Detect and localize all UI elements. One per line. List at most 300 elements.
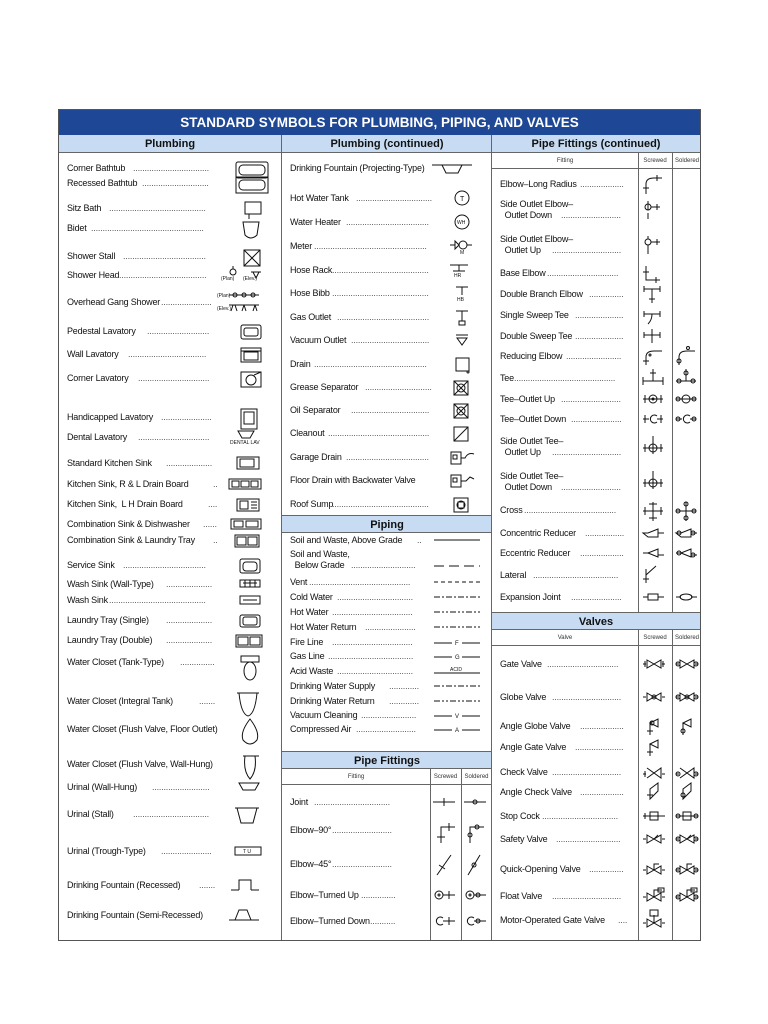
plumbing-item	[59, 535, 281, 549]
valve-item-leader-dots: ..............................	[552, 692, 622, 702]
plumbing-item	[59, 724, 281, 738]
sink-laundry-tray-symbol-wrap	[233, 534, 263, 551]
soldered-fitting-symbol	[464, 821, 488, 845]
plumbing-item	[59, 759, 281, 773]
pipe-fitting-continued-item	[492, 505, 700, 519]
svg-text:(Plan): (Plan)	[217, 293, 231, 299]
fountain-semi-recessed-symbol	[229, 908, 259, 922]
urinal-wall-symbol-wrap	[237, 782, 265, 795]
valves-subheader	[492, 630, 700, 646]
svg-text:T: T	[460, 196, 465, 203]
wall-lavatory-symbol-wrap	[239, 347, 265, 366]
plumbing-continued-item-leader-dots: .................................	[356, 193, 432, 203]
pipe-line-v	[434, 710, 480, 720]
floor-drain-backwater-symbol	[450, 473, 476, 489]
plumbing-continued-item-label: Cleanout	[290, 428, 325, 438]
plumbing-item	[59, 178, 281, 192]
plumbing-item-leader-dots: ...............................	[138, 373, 210, 383]
shower-stall-symbol	[239, 249, 265, 267]
svg-text:V: V	[455, 714, 460, 720]
corner-lavatory-symbol	[239, 371, 265, 389]
plumbing-continued-column	[281, 135, 492, 940]
sink-rl-drain-board-symbol	[229, 478, 263, 490]
piping-item-label: Hot Water Return	[290, 622, 357, 632]
valve-item-label: Motor-Operated Gate Valve	[500, 915, 605, 925]
plumbing-item-label: Drinking Fountain (Semi-Recessed)	[67, 910, 203, 920]
pipe-fitting-continued-item-label: Lateral	[500, 570, 527, 580]
plumbing-continued-item-label: Roof Sump	[290, 499, 334, 509]
water-closet-floor-symbol-wrap	[237, 718, 265, 751]
valve-item	[492, 767, 700, 781]
piping-item	[282, 666, 492, 680]
pipe-fitting-item-label: Joint	[290, 797, 309, 807]
plumbing-item	[59, 579, 281, 593]
piping-item-label: Drinking Water Return	[290, 696, 375, 706]
meter-symbol-wrap	[450, 239, 472, 258]
dental-lavatory-symbol-wrap	[230, 430, 264, 449]
plumbing-continued-item	[282, 217, 492, 231]
piping-item-label: Compressed Air	[290, 724, 352, 734]
screwed-fitting-symbol	[642, 285, 666, 305]
plumbing-item-leader-dots: ..........................................	[109, 203, 206, 213]
pipe-fitting-continued-item-label: Side Outlet Elbow– Outlet Up	[500, 234, 573, 255]
pipe-line-dash-dot-dot-wrap	[434, 696, 480, 709]
pipe-fitting-continued-item	[492, 179, 700, 193]
plumbing-item	[59, 251, 281, 265]
plumbing-item	[59, 270, 281, 284]
plumbing-item	[59, 203, 281, 217]
plumbing-item-leader-dots: ....................	[166, 615, 213, 625]
plumbing-continued-item-leader-dots: ..........................................	[332, 288, 429, 298]
plumbing-continued-item	[282, 359, 492, 373]
soldered-fitting-symbol-wrap	[675, 501, 699, 524]
drain-symbol	[453, 357, 471, 373]
svg-text:M: M	[460, 250, 465, 256]
svg-text:HR: HR	[454, 273, 462, 279]
water-closet-wall-symbol	[237, 755, 265, 781]
plumbing-continued-item-leader-dots: .............................	[365, 382, 432, 392]
pipe-line-dash-dot-dot-wrap	[434, 607, 480, 620]
screwed-fitting-symbol-wrap	[642, 434, 666, 459]
valve-item	[492, 864, 700, 878]
plumbing-item-label: Pedestal Lavatory	[67, 326, 136, 336]
laundry-tray-double-symbol	[235, 634, 265, 648]
svg-text:HB: HB	[457, 297, 464, 303]
valve-item-label: Safety Valve	[500, 834, 548, 844]
soldered-fitting-symbol-wrap	[675, 367, 699, 390]
pipe-fitting-continued-item-leader-dots: .....................	[575, 310, 624, 320]
plumbing-item-label: Combination Sink & Laundry Tray	[67, 535, 195, 545]
plumbing-continued-item-leader-dots: .................................................	[314, 359, 427, 369]
plumbing-item-leader-dots: ..........................................	[109, 595, 206, 605]
plumbing-item-leader-dots: .................................	[133, 809, 209, 819]
bidet-symbol-wrap	[237, 221, 265, 244]
piping-item	[282, 681, 492, 695]
pipe-line-dash-dot-wrap	[434, 681, 480, 694]
plumbing-continued-item-label: Hot Water Tank	[290, 193, 349, 203]
plumbing-item	[59, 635, 281, 649]
pipe-fitting-item-leader-dots: ...............	[361, 890, 396, 900]
plumbing-item	[59, 293, 281, 312]
wash-sink-symbol-wrap	[237, 595, 265, 608]
valve-item-label: Stop Cock	[500, 811, 540, 821]
grease-separator-symbol-wrap	[452, 380, 470, 399]
plumbing-item-leader-dots: ....................................	[123, 560, 206, 570]
sink-laundry-tray-symbol	[233, 534, 263, 548]
piping-item	[282, 637, 492, 651]
pipe-line-acid-wrap	[434, 666, 480, 679]
plumbing-continued-item	[282, 499, 492, 513]
pipe-line-solid	[434, 535, 480, 545]
water-closet-integral-symbol	[235, 692, 263, 718]
urinal-wall-symbol	[237, 782, 265, 792]
pipe-fitting-continued-item	[492, 436, 700, 457]
soldered-fitting-symbol-wrap	[675, 591, 699, 606]
hose-bibb-symbol-wrap	[453, 286, 471, 305]
urinal-trough-symbol-wrap	[233, 846, 263, 859]
pipe-fitting-continued-item	[492, 310, 700, 324]
piping-item-label: Soil and Waste, Above Grade	[290, 535, 403, 545]
oil-separator-symbol	[452, 403, 470, 419]
screwed-fitting-symbol-wrap	[642, 501, 666, 524]
screwed-valve-symbol	[642, 862, 666, 876]
plumbing-continued-item-leader-dots: ....................................	[346, 452, 429, 462]
plumbing-continued-item-label: Floor Drain with Backwater Valve	[290, 475, 416, 485]
soldered-valve-symbol	[675, 691, 699, 703]
plumbing-item	[59, 412, 281, 426]
pipe-line-dash-dot-dot-wrap	[434, 622, 480, 635]
fountain-projecting-symbol-wrap	[432, 163, 472, 178]
sink-rl-drain-board-symbol-wrap	[229, 478, 263, 493]
laundry-tray-single-symbol-wrap	[237, 614, 265, 631]
screwed-valve-symbol-wrap	[642, 658, 666, 673]
plumbing-item-leader-dots: ......................	[161, 297, 212, 307]
plumbing-item-label: Kitchen Sink, L H Drain Board	[67, 499, 183, 509]
pipe-line-dash-short-wrap	[434, 577, 480, 590]
piping-item-label: Drinking Water Supply	[290, 681, 376, 691]
piping-item	[282, 549, 492, 570]
soldered-col-label: Soldered	[674, 158, 700, 164]
soldered-valve-symbol-wrap	[675, 833, 699, 848]
plumbing-continued-item-label: Grease Separator	[290, 382, 359, 392]
plumbing-continued-item	[282, 428, 492, 442]
floor-drain-backwater-symbol-wrap	[450, 473, 476, 492]
pipe-fitting-continued-item-label: Tee	[500, 373, 514, 383]
valve-item-label: Float Valve	[500, 891, 543, 901]
soldered-fitting-symbol-wrap	[675, 547, 699, 562]
piping-item-leader-dots: ...................................	[332, 637, 413, 647]
plumbing-item-leader-dots: ....................	[166, 635, 213, 645]
soldered-fitting-symbol-wrap	[464, 851, 488, 880]
pipe-line-a	[434, 724, 480, 734]
roof-sump-symbol	[452, 497, 470, 513]
sitz-bath-symbol	[239, 201, 267, 219]
plumbing-item	[59, 809, 281, 823]
urinal-stall-symbol	[233, 807, 263, 825]
plumbing-item-leader-dots: ....................................	[123, 251, 206, 261]
valve-item	[492, 787, 700, 801]
svg-text:(Plan): (Plan)	[221, 276, 235, 282]
screwed-valve-symbol-wrap	[642, 887, 666, 906]
pipe-line-dash-wrap	[434, 561, 480, 574]
hose-rack-symbol	[450, 263, 468, 279]
screwed-fitting-symbol	[642, 565, 666, 585]
screwed-fitting-symbol	[642, 264, 666, 284]
plumbing-item-label: Overhead Gang Shower	[67, 297, 161, 307]
pipe-fitting-continued-item-label: Double Sweep Tee	[500, 331, 573, 341]
fountain-recessed-symbol	[231, 878, 261, 892]
pipe-line-g-wrap	[434, 651, 480, 664]
plumbing-item-label: Water Closet (Flush Valve, Wall-Hung)	[67, 759, 213, 769]
sink-dishwasher-symbol-wrap	[231, 518, 263, 533]
urinal-stall-symbol-wrap	[233, 807, 263, 828]
screwed-fitting-symbol-wrap	[642, 527, 666, 542]
plumbing-continued-item	[282, 241, 492, 255]
wall-lavatory-symbol	[239, 347, 265, 363]
plumbing-item-label: Kitchen Sink, R & L Drain Board	[67, 479, 189, 489]
plumbing-column	[59, 135, 281, 940]
plumbing-item	[59, 519, 281, 533]
pipe-fitting-continued-item-label: Side Outlet Elbow– Outlet Down	[500, 199, 573, 220]
pipe-fitting-continued-item	[492, 471, 700, 492]
pipe-fitting-item-leader-dots: .................................	[314, 797, 390, 807]
pipe-fitting-continued-item	[492, 289, 700, 303]
pipe-fitting-continued-item-leader-dots: ..........................	[561, 482, 621, 492]
piping-item	[282, 592, 492, 606]
pipe-fitting-item-label: Elbow–Turned Up	[290, 890, 359, 900]
water-closet-wall-symbol-wrap	[237, 755, 265, 784]
valve-item-label: Angle Check Valve	[500, 787, 572, 797]
pedestal-lavatory-symbol	[239, 324, 265, 340]
plumbing-continued-item	[282, 163, 492, 177]
pipe-fitting-continued-item-label: Single Sweep Tee	[500, 310, 569, 320]
pipe-line-dash-dot	[434, 681, 480, 691]
pipe-fitting-continued-item-leader-dots: ...............................	[547, 268, 619, 278]
screwed-fitting-symbol	[642, 367, 666, 387]
screwed-valve-symbol	[642, 715, 666, 737]
sink-lh-drain-board-symbol	[235, 498, 263, 512]
soldered-valve-symbol	[675, 715, 699, 737]
hose-bibb-symbol	[453, 286, 471, 302]
screwed-fitting-symbol-wrap	[642, 591, 666, 606]
valve-item-leader-dots: ...............................	[547, 659, 619, 669]
screwed-fitting-symbol	[642, 306, 666, 326]
pipe-line-g	[434, 651, 480, 661]
plumbing-item-leader-dots: .......	[199, 880, 216, 890]
pipe-fitting-continued-item-leader-dots: ......................	[571, 414, 622, 424]
wash-sink-symbol	[237, 595, 265, 605]
screwed-valve-symbol	[642, 736, 666, 758]
soldered-fitting-symbol	[675, 411, 699, 427]
soldered-valve-symbol	[675, 810, 699, 822]
piping-item-leader-dots: .................................	[337, 666, 413, 676]
soldered-valve-symbol-wrap	[675, 715, 699, 740]
piping-item-leader-dots: ..	[417, 535, 422, 545]
piping-item-label: Acid Waste	[290, 666, 334, 676]
screwed-fitting-symbol-wrap	[433, 851, 457, 880]
screwed-fitting-symbol-wrap	[642, 174, 666, 197]
plumbing-item-label: Recessed Bathtub	[67, 178, 138, 188]
fitting-col-label: Fitting	[347, 774, 365, 780]
plumbing-continued-item-leader-dots: ....................................	[346, 217, 429, 227]
soldered-fitting-symbol-wrap	[464, 915, 488, 930]
plumbing-item	[59, 499, 281, 513]
plumbing-item-label: Wash Sink	[67, 595, 108, 605]
plumbing-item-leader-dots: ....................	[166, 458, 213, 468]
hose-rack-symbol-wrap	[450, 263, 468, 282]
valve-item-leader-dots: ..............................	[552, 767, 622, 777]
soldered-fitting-symbol-wrap	[675, 411, 699, 430]
valve-item-leader-dots: ...................	[580, 721, 624, 731]
valves-header: Valves	[492, 612, 700, 630]
screwed-valve-symbol-wrap	[642, 810, 666, 825]
valve-item	[492, 742, 700, 756]
plumbing-item	[59, 880, 281, 894]
screwed-fitting-symbol	[642, 591, 666, 603]
valve-item-leader-dots: .....................	[575, 742, 624, 752]
screwed-fitting-symbol	[642, 547, 666, 559]
plumbing-continued-item	[282, 382, 492, 396]
screwed-valve-symbol-wrap	[642, 779, 666, 804]
symbols-sheet	[58, 109, 701, 941]
pipe-fitting-continued-item	[492, 373, 700, 387]
plumbing-continued-item-leader-dots: ..........................................	[332, 499, 429, 509]
pipe-fitting-continued-item-leader-dots: ......................	[571, 592, 622, 602]
plumbing-continued-item-label: Garage Drain	[290, 452, 342, 462]
handicapped-lavatory-symbol	[237, 408, 263, 430]
pipe-fitting-continued-item	[492, 199, 700, 220]
screwed-fitting-symbol	[642, 527, 666, 539]
plumbing-item-leader-dots: ...........................	[147, 326, 210, 336]
pipe-fitting-continued-item-leader-dots: .....................	[575, 331, 624, 341]
piping-item-label: Fire Line	[290, 637, 324, 647]
screwed-fitting-symbol	[642, 327, 666, 347]
plumbing-item-leader-dots: ....	[208, 499, 218, 509]
fountain-projecting-symbol	[432, 163, 472, 175]
plumbing-item	[59, 373, 281, 387]
piping-item-leader-dots: .................................	[337, 592, 413, 602]
plumbing-item	[59, 910, 281, 924]
screwed-valve-symbol	[642, 909, 666, 929]
pipe-fitting-continued-item-label: Expansion Joint	[500, 592, 561, 602]
plumbing-continued-item	[282, 265, 492, 279]
piping-item-label: Vent	[290, 577, 308, 587]
piping-header: Piping	[282, 515, 492, 533]
pipe-fitting-item	[282, 797, 492, 811]
recessed-bathtub-symbol-wrap	[235, 176, 269, 197]
svg-text:ACID: ACID	[450, 667, 462, 673]
plumbing-item-label: Corner Lavatory	[67, 373, 129, 383]
pipe-fitting-continued-item	[492, 548, 700, 562]
plumbing-item-leader-dots: ..	[213, 535, 218, 545]
screwed-valve-symbol	[642, 658, 666, 670]
oil-separator-symbol-wrap	[452, 403, 470, 422]
sheet-title: STANDARD SYMBOLS FOR PLUMBING, PIPING, AND VALVES	[59, 110, 700, 135]
valve-item-leader-dots: ..............................	[552, 891, 622, 901]
pipe-fitting-continued-item-label: Eccentric Reducer	[500, 548, 571, 558]
wash-sink-wall-symbol	[237, 579, 265, 589]
pipe-fittings-continued-subheader	[492, 153, 700, 169]
plumbing-continued-item	[282, 312, 492, 326]
plumbing-item	[59, 349, 281, 363]
screwed-fitting-symbol	[433, 796, 457, 808]
piping-item-label: Gas Line	[290, 651, 325, 661]
cleanout-symbol	[452, 426, 470, 442]
screwed-fitting-symbol	[433, 889, 457, 901]
plumbing-item-leader-dots: ......................	[161, 846, 212, 856]
plumbing-continued-item-label: Vacuum Outlet	[290, 335, 347, 345]
kitchen-sink-symbol	[235, 456, 263, 470]
plumbing-item-label: Water Closet (Flush Valve, Floor Outlet)	[67, 724, 218, 734]
piping-item-leader-dots: ............................	[351, 560, 416, 570]
screwed-valve-symbol	[642, 810, 666, 822]
plumbing-item-label: Standard Kitchen Sink	[67, 458, 152, 468]
valve-item	[492, 811, 700, 825]
soldered-fitting-symbol	[464, 915, 488, 927]
soldered-fitting-symbol-wrap	[675, 391, 699, 410]
screwed-fitting-symbol-wrap	[642, 469, 666, 494]
overhead-gang-shower-symbol-wrap	[217, 293, 261, 314]
screwed-fitting-symbol	[433, 851, 457, 877]
soldered-valve-symbol-wrap	[675, 658, 699, 673]
valve-item-label: Angle Gate Valve	[500, 742, 567, 752]
soldered-fitting-symbol	[464, 889, 488, 901]
screwed-fitting-symbol-wrap	[642, 264, 666, 287]
soldered-valve-symbol-wrap	[675, 691, 699, 706]
soldered-col-label: Soldered	[674, 635, 700, 641]
svg-text:G: G	[455, 655, 460, 661]
pipe-fitting-continued-item-leader-dots: ...................	[580, 179, 624, 189]
soldered-fitting-symbol	[675, 591, 699, 603]
screwed-valve-symbol	[642, 691, 666, 703]
plumbing-item	[59, 696, 281, 710]
soldered-valve-symbol	[675, 658, 699, 670]
svg-text:WH: WH	[457, 220, 466, 226]
piping-item-leader-dots: .............	[389, 681, 419, 691]
screwed-fitting-symbol	[642, 199, 666, 219]
plumbing-item-leader-dots: ......................................	[119, 270, 207, 280]
pipe-line-v-wrap	[434, 710, 480, 723]
soldered-fitting-symbol	[675, 367, 699, 387]
svg-text:DENTAL LAV: DENTAL LAV	[230, 440, 260, 446]
cleanout-symbol-wrap	[452, 426, 470, 445]
soldered-valve-symbol-wrap	[675, 810, 699, 825]
pipe-fitting-continued-item	[492, 331, 700, 345]
gas-outlet-symbol-wrap	[453, 310, 471, 329]
meter-symbol	[450, 239, 472, 255]
pipe-fitting-continued-item-label: Side Outlet Tee– Outlet Up	[500, 436, 564, 457]
pedestal-lavatory-symbol-wrap	[239, 324, 265, 343]
piping-item	[282, 607, 492, 621]
gas-outlet-symbol	[453, 310, 471, 326]
pipe-line-solid-wrap	[434, 535, 480, 548]
soldered-fitting-symbol	[675, 347, 699, 367]
piping-item	[282, 696, 492, 710]
plumbing-item-label: Wash Sink (Wall-Type)	[67, 579, 154, 589]
plumbing-item-label: Urinal (Trough-Type)	[67, 846, 146, 856]
pipe-fitting-continued-item	[492, 268, 700, 282]
plumbing-item-leader-dots: ....................	[166, 579, 213, 589]
plumbing-item-leader-dots: .................................	[133, 163, 209, 173]
piping-item-leader-dots: ......................	[365, 622, 416, 632]
grease-separator-symbol	[452, 380, 470, 396]
plumbing-item	[59, 560, 281, 574]
soldered-valve-symbol	[675, 833, 699, 845]
valve-item-label: Quick-Opening Valve	[500, 864, 581, 874]
pipe-fitting-item-leader-dots: ..........................	[332, 859, 392, 869]
recessed-bathtub-symbol	[235, 176, 269, 194]
plumbing-continued-item-label: Oil Separator	[290, 405, 341, 415]
